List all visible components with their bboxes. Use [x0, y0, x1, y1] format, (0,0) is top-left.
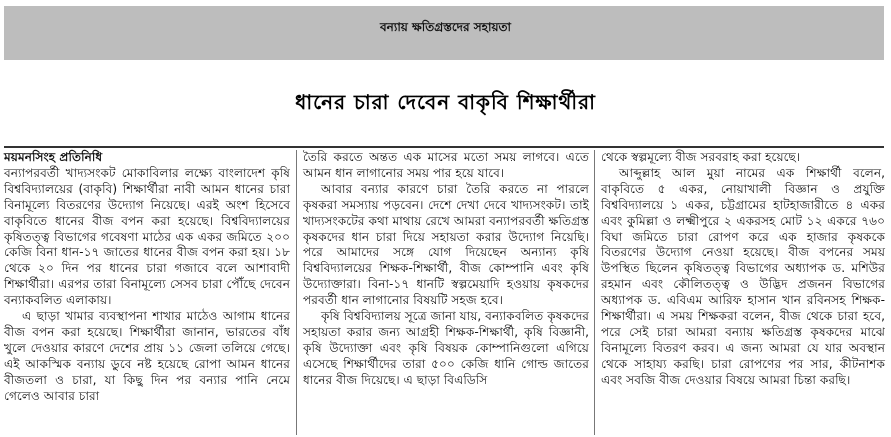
article-byline: ময়মনসিংহ প্রতিনিধি [4, 150, 103, 164]
article-column-3 [601, 150, 885, 389]
article-headline: ধানের চারা দেবেন বাকৃবি শিক্ষার্থীরা [295, 90, 596, 114]
article-paragraph: বন্যাপরবর্তী খাদ্যসংকট মোকাবিলার লক্ষ্যে বাংলাদেশ কৃষি বিশ্ববিদ্যালয়ের (বাকৃবি) শিক্ষার্থীরা নাবী আমন ধানের চারা বিনামূল্যে বিতরণের উদ্যোগ নিয়েছে। এরই অংশ হিসেবে বাকৃবিতে ধানের বীজ বপন করা হয়েছে। বিশ্ববিদ্যালয়ের কৃষিতত্ত্ব বিভাগের গবেষণা মাঠের এক একর জমিতে ২০০ কেজি বিনা ধান-১৭ জাতের ধানের বীজ বপন করা হয়। ১৮ থেকে ২০ দিন পর ধানের চারা গজাবে বলে আশাবাদী শিক্ষার্থীরা। এরপর তারা বিনামূল্যে সেসব চারা পৌঁছে দেবেন বন্যাকবলিত এলাকায়। [4, 165, 290, 308]
article-column-2 [303, 150, 589, 389]
article-column-1 [4, 150, 290, 405]
article-paragraph: তৈরি করতে অন্তত এক মাসের মতো সময় লাগবে। এতে আমন ধান লাগানোর সময় পার হয়ে যাবে। [303, 150, 589, 180]
article-paragraph: আবার বন্যার কারণে চারা তৈরি করতে না পারলে কৃষকরা সমস্যায় পড়বেন। দেশে দেখা দেবে খাদ্যসংকট। তাই খাদ্যসংকটের কথা মাথায় রেখে আমরা বন্যাপরবর্তী ক্ষতিগ্রস্ত কৃষকদের ধান চারা দিয়ে সহায়তা করার উদ্যোগ নিয়েছি। পরে আমাদের সঙ্গে যোগ দিয়েছেন অন্যান্য কৃষি বিশ্ববিদ্যালয়ের শিক্ষক-শিক্ষার্থী, বীজ কোম্পানি এবং কৃষি উদ্যোক্তারা। বিনা-১৭ ধানটি স্বল্পমেয়াদি হওয়ায় কৃষকদের পরবর্তী ধান লাগানোর বিষয়টি সহজ হবে। [303, 181, 589, 308]
column-divider [296, 150, 297, 435]
article-paragraph: আব্দুল্লাহ আল মুয়া নামের এক শিক্ষার্থী বলেন, বাকৃবিতে ৫ একর, নোয়াখালী বিজ্ঞান ও প্রযুক্তি বিশ্ববিদ্যালয়ে ১ একর, চট্টগ্রামের হাটহাজারীতে ৪ একর এবং কুমিল্লা ও লক্ষ্মীপুরে ২ একরসহ মোট ১২ একরে ৭৬০ বিঘা জমিতে চারা রোপণ করে এক হাজার কৃষককে বিতরণের উদ্যোগ নেওয়া হয়েছে। বীজ বপনের সময় উপস্থিত ছিলেন কৃষিতত্ত্ব বিভাগের অধ্যাপক ড. মশিউর রহমান এবং কৌলিতত্ত্ব ও উদ্ভিদ প্রজনন বিভাগের অধ্যাপক ড. এবিএম আরিফ হাসান খান রবিনসহ শিক্ষক-শিক্ষার্থীরা। এ সময় শিক্ষকরা বলেন, বীজ থেকে চারা হবে, পরে সেই চারা আমরা বন্যায় ক্ষতিগ্রস্ত কৃষকদের মাঝে বিনামূল্যে বিতরণ করব। এ জন্য আমরা যে যার অবস্থান থেকে সাহায্য করছি। চারা রোপণের পর সার, কীটনাশক এবং সবজি বীজ দেওয়ার বিষয়ে আমরা চিন্তা করছি। [601, 165, 885, 387]
article-paragraph: এ ছাড়া খামার ব্যবস্থাপনা শাখার মাঠেও আগাম ধানের বীজ বপন করা হয়েছে। শিক্ষার্থীরা জানান, ভারতের বাঁধ খুলে দেওয়ার কারণে দেশের প্রায় ১১ জেলা তলিয়ে গেছে। এই আকস্মিক বন্যায় ডুবে নষ্ট হয়েছে রোপা আমন ধানের বীজতলা ও চারা, যা কিছু দিন পর বন্যার পানি নেমে গেলেও আবার চারা [4, 309, 290, 403]
article-kicker: বন্যায় ক্ষতিগ্রস্তদের সহায়তা [380, 20, 511, 34]
article-paragraph: থেকে স্বল্পমূল্যে বীজ সরবরাহ করা হয়েছে। [601, 150, 801, 164]
column-divider [594, 150, 595, 435]
headline-divider [4, 146, 884, 148]
article-paragraph: কৃষি বিশ্ববিদ্যালয় সূত্রে জানা যায়, বন্যাকবলিত কৃষকদের সহায়তা করার জন্য আগ্রহী শিক্ষক-শিক্ষার্থী, কৃষি বিজ্ঞানী, কৃষি উদ্যোক্তা এবং কৃষি বিষয়ক কোম্পানিগুলো এগিয়ে এসেছে শিক্ষার্থীদের তারা ৫০০ কেজি ধানি গোল্ড জাতের ধানের বীজ দিয়েছে। এ ছাড়া বিএডিসি [303, 309, 589, 387]
